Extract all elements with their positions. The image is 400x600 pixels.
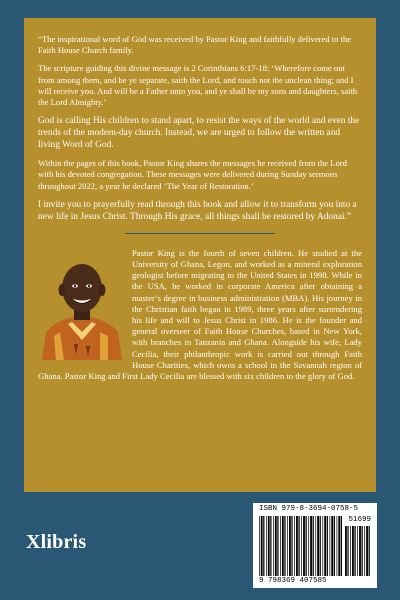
- barcode-bar: [315, 516, 316, 576]
- barcode-bar: [287, 516, 288, 576]
- barcode-bar: [289, 516, 291, 576]
- barcode-bar: [320, 516, 321, 576]
- barcode-bar: [352, 526, 354, 576]
- barcode-bar: [308, 516, 309, 576]
- barcode-bar: [259, 516, 260, 576]
- barcode-bar: [345, 526, 347, 576]
- barcode-bar: [369, 526, 370, 576]
- description-paragraph-2: The scripture guiding this divine message is 2 Corinthians 6:17-18: ‘Wherefore come out from among them, and be ye separate, saith the Lord, and touch not the unclean thing; and I will receive you. And will be a Father unto you, and ye shall be my sons and daughters, saith the Lord Almighty.’: [38, 63, 358, 108]
- barcode-bar: [306, 516, 307, 576]
- description-paragraph-5: I invite you to prayerfully read through this book and allow it to transform you into a new life in Jesus Christ. Through His grace, all things shall be restored by Adonai.”: [38, 199, 357, 222]
- ean-digits: 9 798369 407585: [259, 577, 327, 585]
- description-paragraph-4: Within the pages of this book, Pastor King shares the messages he received from the Lord with his devoted congregation. These messages were delivered during Sunday sermons throughout 2022, a year he declared ‘The Year of Restoration.’: [38, 158, 347, 191]
- barcode-bar: [347, 526, 348, 576]
- author-bio: Pastor King is the fourth of seven children. He studied at the University of Ghana, Legon, and worked as a mineral exploration geologist before migrating to the United States in 1998. While in the USA, he worked in corporate America after obtaining a master’s degree in business administration (MBA). His journey in the Christian faith began in 1989, three years after surrendering his life and will to Jesus Christ in 1986. He is the founder and general overseer of Faith House Churches, based in New York, with branches in Tanzania and Ghana. Alongside his wife, Lady Cecilia, their philanthropic work is carried out through Faith House Charities, which owns a school in the Savannah region of Ghana. Pastor King and First Lady Cecilia are blessed with six children to the glory of God.: [38, 247, 362, 382]
- barcode-bar: [331, 516, 333, 576]
- barcode-bar: [294, 516, 295, 576]
- barcode-bar: [324, 516, 326, 576]
- isbn-label: ISBN 979-8-3694-0758-5: [259, 505, 359, 513]
- author-portrait-image: [38, 248, 126, 360]
- barcode-bar: [330, 516, 331, 576]
- author-photo: [38, 248, 126, 360]
- barcode-bar: [273, 516, 274, 576]
- barcode-bar: [284, 516, 285, 576]
- description-paragraph-1: “The inspirational word of God was received by Pastor King and faithfully delivered to the Faith House Church family.: [38, 34, 352, 56]
- barcode-bar: [366, 526, 368, 576]
- barcode-bar: [341, 516, 342, 576]
- barcode-bar: [266, 516, 267, 576]
- barcode-bar: [310, 516, 312, 576]
- barcode-bar: [362, 526, 363, 576]
- barcode-bar: [313, 516, 314, 576]
- author-section: [38, 248, 362, 382]
- barcode-bar: [298, 516, 299, 576]
- back-cover-panel: [24, 18, 376, 492]
- description-paragraph-3: God is calling His children to stand apart, to resist the ways of the world and even the trends of the modern-day church. Instead, we are urged to follow the written and living Word of God.: [38, 116, 360, 151]
- barcode-bar: [322, 516, 323, 576]
- barcode-bar: [338, 516, 340, 576]
- barcode-bar: [359, 526, 361, 576]
- barcode-bar: [268, 516, 270, 576]
- section-divider: [125, 233, 275, 234]
- barcode-bar: [357, 526, 358, 576]
- barcode-bar: [277, 516, 278, 576]
- barcode-bar: [317, 516, 319, 576]
- barcode-bar: [263, 516, 264, 576]
- barcode-bar: [291, 516, 292, 576]
- barcode-bar: [282, 516, 284, 576]
- barcode-bar: [280, 516, 281, 576]
- isbn-barcode: [253, 503, 377, 588]
- barcode-bar: [364, 526, 365, 576]
- barcode-bar: [275, 516, 277, 576]
- publisher-logo: Xlibris: [26, 531, 87, 553]
- barcode-bar: [296, 516, 298, 576]
- barcode-bar: [327, 516, 328, 576]
- barcode-bar: [261, 516, 263, 576]
- barcode-bar: [354, 526, 355, 576]
- barcode-bar: [303, 516, 305, 576]
- barcode-bar: [337, 516, 338, 576]
- barcode-bars: [253, 503, 377, 588]
- barcode-bar: [334, 516, 335, 576]
- barcode-bar: [350, 526, 351, 576]
- barcode-bar: [301, 516, 302, 576]
- barcode-bar: [270, 516, 271, 576]
- price-code: 51699: [348, 516, 371, 524]
